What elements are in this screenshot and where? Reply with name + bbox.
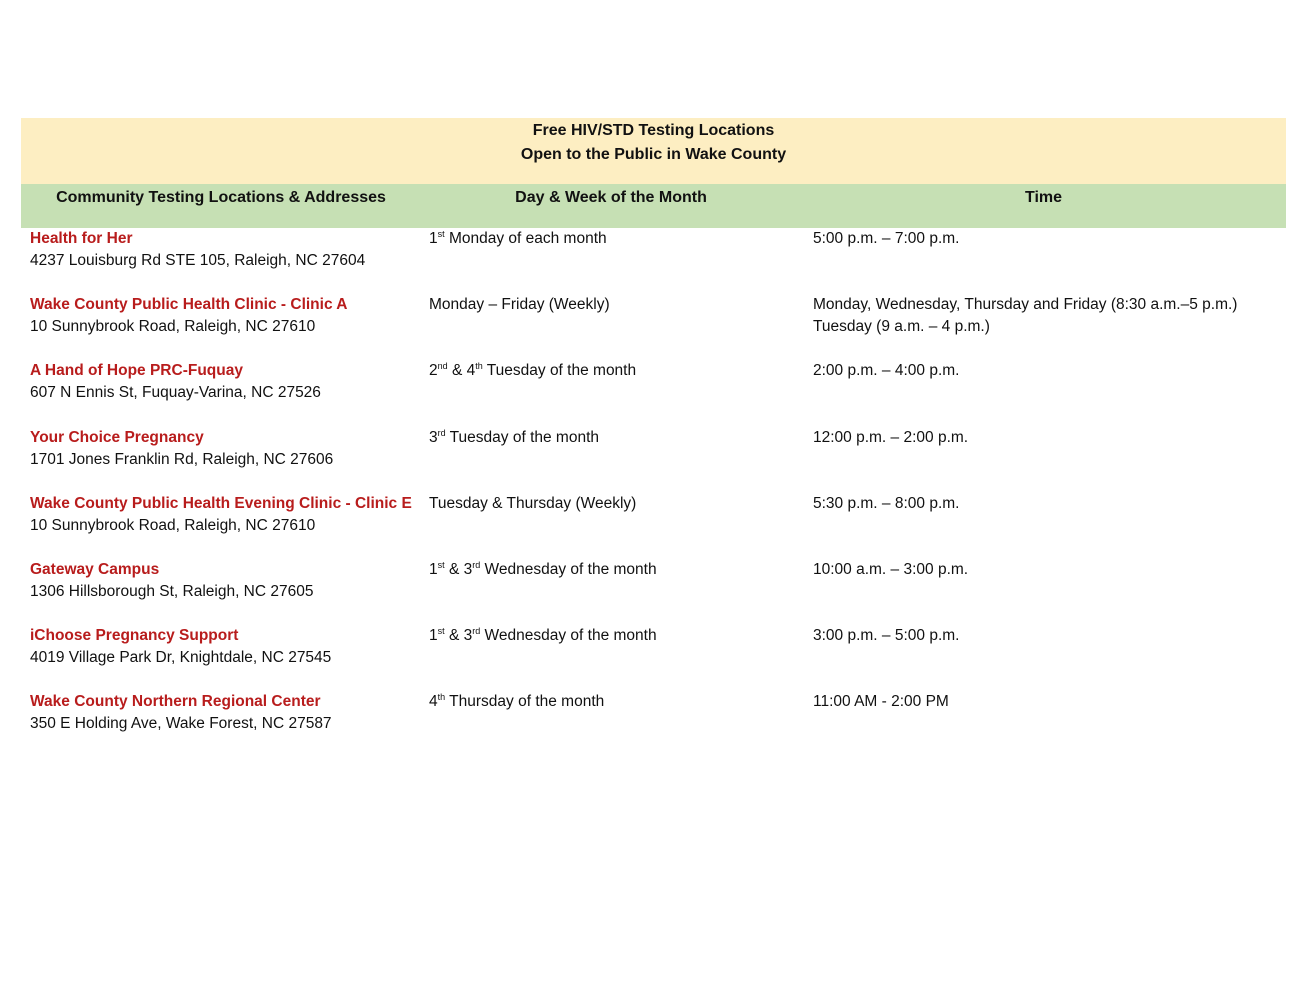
- location-address: 607 N Ennis St, Fuquay-Varina, NC 27526: [30, 384, 321, 402]
- day-ordinal: 1: [429, 627, 438, 645]
- day-text: Wednesday of the month: [480, 627, 657, 645]
- location-name: Your Choice Pregnancy: [30, 428, 204, 446]
- location-name: Gateway Campus: [30, 560, 160, 578]
- location-cell: [30, 691, 332, 735]
- time-text: 10:00 a.m. – 3:00 p.m.: [813, 560, 969, 578]
- location-cell: [30, 294, 348, 338]
- day-cell: [429, 427, 599, 449]
- day-ordinal-second: & 3: [444, 560, 473, 578]
- location-address: 1306 Hillsborough St, Raleigh, NC 27605: [30, 582, 314, 600]
- day-cell: [429, 559, 657, 581]
- column-header-day: Day & Week of the Month: [515, 189, 707, 206]
- day-cell: [429, 691, 604, 713]
- day-ordinal-second-suffix: rd: [472, 626, 481, 637]
- day-ordinal-suffix: st: [437, 229, 445, 239]
- time-cell: [813, 360, 959, 382]
- location-cell: [30, 559, 313, 603]
- time-text: 5:30 p.m. – 8:00 p.m.: [813, 494, 960, 512]
- location-name: Health for Her: [30, 230, 133, 247]
- day-text: Thursday of the month: [445, 693, 605, 711]
- location-cell: [30, 625, 331, 669]
- day-ordinal: 4: [429, 693, 438, 711]
- day-text: Tuesday of the month: [482, 362, 637, 380]
- day-ordinal-suffix: rd: [437, 427, 446, 438]
- day-cell: [429, 228, 607, 250]
- time-text: 2:00 p.m. – 4:00 p.m.: [813, 362, 960, 380]
- location-cell: [30, 427, 333, 471]
- location-name: iChoose Pregnancy Support: [30, 627, 239, 645]
- location-name: Wake County Public Health Evening Clinic - Clinic E: [30, 494, 412, 512]
- testing-locations-table: [21, 118, 1286, 758]
- day-cell: [429, 360, 636, 382]
- location-address: 350 E Holding Ave, Wake Forest, NC 27587: [30, 715, 332, 733]
- day-ordinal-second-suffix: th: [475, 361, 483, 372]
- location-address: 10 Sunnybrook Road, Raleigh, NC 27610: [30, 516, 316, 534]
- column-header-row: [21, 184, 1286, 228]
- location-cell: [30, 228, 365, 272]
- location-address: 10 Sunnybrook Road, Raleigh, NC 27610: [30, 318, 316, 336]
- day-text: Wednesday of the month: [480, 560, 657, 578]
- location-name: Wake County Public Health Clinic - Clinic A: [30, 296, 348, 314]
- day-cell: [429, 294, 610, 316]
- time-cell: [813, 294, 1237, 338]
- day-ordinal: 1: [429, 230, 438, 247]
- time-text: Monday, Wednesday, Thursday and Friday (8:30 a.m.–5 p.m.): [813, 296, 1238, 314]
- table-row: [21, 493, 1286, 559]
- time-text: 12:00 p.m. – 2:00 p.m.: [813, 428, 969, 446]
- column-header-time: Time: [1024, 189, 1063, 206]
- location-name: Wake County Northern Regional Center: [30, 693, 321, 711]
- day-ordinal-second: & 4: [447, 362, 476, 380]
- table-row: [21, 427, 1286, 493]
- day-ordinal-suffix: th: [437, 692, 446, 703]
- time-text: 3:00 p.m. – 5:00 p.m.: [813, 627, 960, 645]
- day-ordinal: 3: [429, 428, 438, 446]
- table-row: [21, 625, 1286, 691]
- table-title-line-1: Free HIV/STD Testing Locations: [532, 122, 775, 139]
- day-ordinal: 2: [429, 362, 438, 380]
- day-cell: [429, 493, 636, 515]
- table-row: [21, 691, 1286, 757]
- day-text: Monday – Friday (Weekly): [429, 296, 610, 314]
- time-cell: [813, 625, 959, 647]
- day-ordinal-second: & 3: [444, 627, 473, 645]
- time-cell: [813, 228, 959, 250]
- location-address: 4019 Village Park Dr, Knightdale, NC 27545: [30, 649, 332, 667]
- day-text: Monday of each month: [444, 230, 607, 247]
- time-cell: [813, 691, 949, 713]
- table-row: [21, 294, 1286, 360]
- table-row: [21, 228, 1286, 294]
- day-ordinal-suffix: st: [437, 626, 445, 637]
- table-body: [21, 228, 1286, 758]
- column-header-location: Community Testing Locations & Addresses: [56, 189, 386, 206]
- table-title-line-2: Open to the Public in Wake County: [520, 146, 787, 163]
- day-ordinal-suffix: nd: [437, 361, 448, 372]
- table-row: [21, 360, 1286, 426]
- table-row: [21, 559, 1286, 625]
- day-ordinal: 1: [429, 560, 438, 578]
- table-title-band: [21, 118, 1286, 184]
- location-address: 1701 Jones Franklin Rd, Raleigh, NC 27606: [30, 450, 334, 468]
- day-cell: [429, 625, 657, 647]
- time-text: 5:00 p.m. – 7:00 p.m.: [813, 230, 960, 247]
- location-cell: [30, 493, 412, 537]
- location-address: 4237 Louisburg Rd STE 105, Raleigh, NC 27604: [30, 252, 366, 269]
- time-cell: [813, 559, 968, 581]
- location-cell: [30, 360, 321, 404]
- time-text: 11:00 AM - 2:00 PM: [813, 693, 949, 711]
- day-ordinal-second-suffix: rd: [472, 559, 481, 570]
- time-cell: [813, 427, 968, 449]
- day-text: Tuesday & Thursday (Weekly): [429, 494, 637, 512]
- day-ordinal-suffix: st: [437, 559, 445, 570]
- time-text: Tuesday (9 a.m. – 4 p.m.): [813, 318, 990, 336]
- location-name: A Hand of Hope PRC-Fuquay: [30, 362, 243, 380]
- time-cell: [813, 493, 959, 515]
- day-text: Tuesday of the month: [445, 428, 600, 446]
